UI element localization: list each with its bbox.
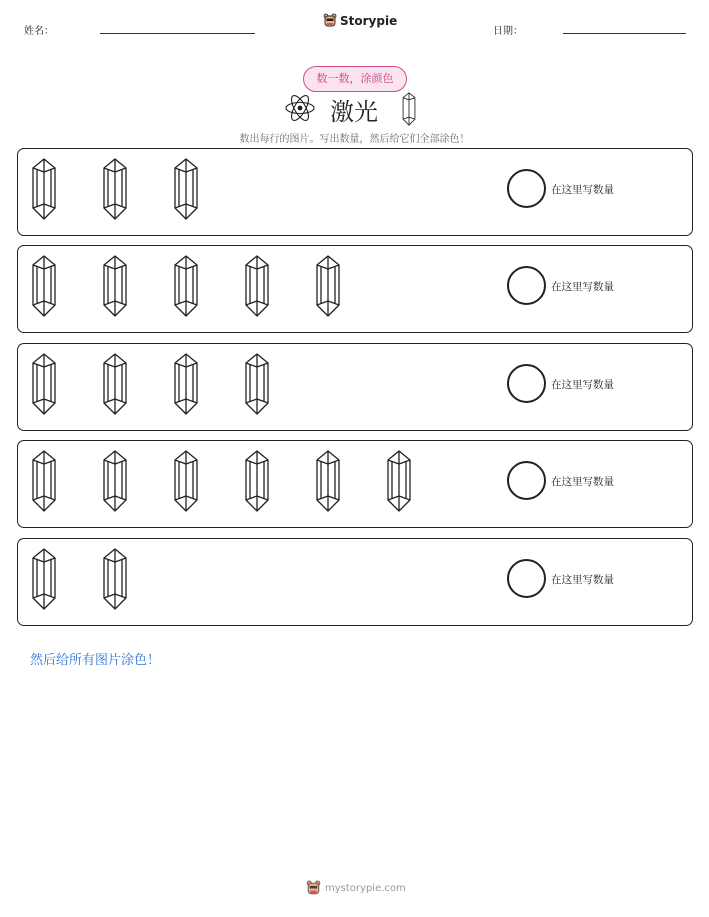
answer-label: 在这里写数量	[551, 574, 614, 586]
date-label: 日期：	[493, 26, 523, 37]
answer-circle[interactable]	[507, 364, 546, 403]
name-line[interactable]	[100, 33, 255, 34]
crystal-icon	[386, 450, 412, 512]
instructions: 数出每行的图片。写出数量，然后给它们全部涂色！	[239, 134, 470, 145]
answer-circle[interactable]	[507, 169, 546, 208]
title-row	[284, 90, 426, 128]
footer-site[interactable]: mystorypie.com	[325, 883, 406, 894]
crystal-icon	[102, 450, 128, 512]
crystal-icon	[102, 548, 128, 610]
crystal-icon	[31, 450, 57, 512]
crystal-icon	[402, 92, 416, 126]
mascot-icon	[323, 13, 337, 29]
crystal-icon	[244, 353, 270, 415]
answer-circle[interactable]	[507, 559, 546, 598]
answer-label: 在这里写数量	[551, 184, 614, 196]
mascot-icon	[306, 880, 321, 897]
counting-row	[17, 440, 693, 528]
crystal-icon	[173, 255, 199, 317]
answer-circle[interactable]	[507, 266, 546, 305]
brand-logo	[323, 13, 397, 29]
crystal-icon	[244, 255, 270, 317]
counting-row	[17, 148, 693, 236]
crystal-icon	[102, 353, 128, 415]
answer-circle[interactable]	[507, 461, 546, 500]
date-line[interactable]	[563, 33, 686, 34]
brand-name: Storypie	[340, 14, 398, 28]
footer-instruction: 然后给所有图片涂色！	[30, 653, 161, 668]
footer	[306, 880, 406, 897]
atom-icon	[284, 92, 316, 124]
crystal-icon	[244, 450, 270, 512]
counting-row	[17, 343, 693, 431]
crystal-icon	[31, 548, 57, 610]
crystal-icon	[102, 158, 128, 220]
crystal-icon	[173, 353, 199, 415]
counting-row	[17, 245, 693, 333]
name-label: 姓名：	[24, 26, 54, 37]
crystal-icon	[31, 353, 57, 415]
answer-label: 在这里写数量	[551, 281, 614, 293]
crystal-icon	[173, 158, 199, 220]
crystal-icon	[31, 255, 57, 317]
crystal-icon	[173, 450, 199, 512]
crystal-icon	[315, 255, 341, 317]
crystal-icon	[102, 255, 128, 317]
category-pill: 数一数，涂颜色	[303, 66, 407, 92]
counting-row	[17, 538, 693, 626]
crystal-icon	[31, 158, 57, 220]
page-title: 激光	[330, 98, 378, 126]
answer-label: 在这里写数量	[551, 379, 614, 391]
crystal-icon	[315, 450, 341, 512]
answer-label: 在这里写数量	[551, 476, 614, 488]
